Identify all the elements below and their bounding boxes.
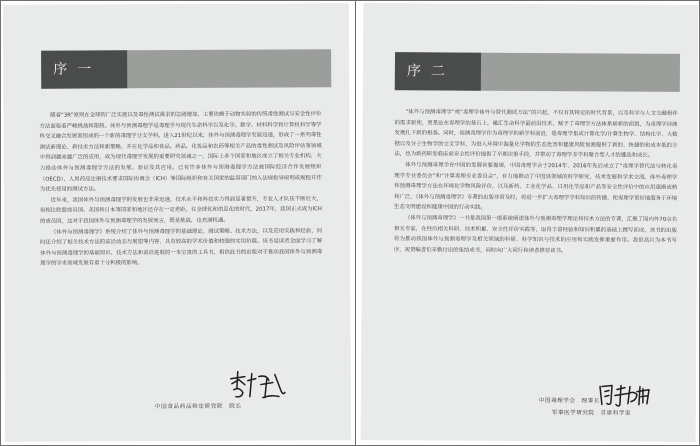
handwritten-signature-two — [597, 382, 655, 408]
preface-one-body — [39, 109, 322, 269]
preface-two-page — [361, 3, 699, 442]
preface-two-signature-line1: 中国毒理学会 理事长 — [538, 398, 600, 405]
paragraph: 近年来，我国体外与预测毒理学的发展也非常迅速，技术水平和科技实力得到显著提升，专业人才队伍不断壮大，但相比欧盟成员国、美国和日本等国家和地区还存在一定差距。在全球化和信息化的时代，2017年，我国正式成为ICH的成员国，这对于我国体外与预测毒理学的发展而言，既是挑战，也充满机遇。 — [39, 195, 322, 225]
paragraph: 《体外与预测毒理学》一书是我国第一部系统阐述体外与预测毒理学理论和技术方法的专著，汇聚了国内外70余名相关专家，在经历相关科研、技术积累、安全性评价实践等，取得丰富经验和知识积累的基础上撰写而成，该书的出版将为推动我国体外与预测毒理学及相关领域的科研、科学知识与技术的应用和实践发挥重要作用。我很高兴为本书写序，祝贺编者们辛勤付出的集结成书，同时向广大同行和读者推荐该书。 — [393, 215, 678, 254]
preface-one-signature: 中国食品药品检定研究院 院长 — [154, 403, 242, 411]
handwritten-signature-one — [227, 368, 287, 400]
preface-two-body — [394, 107, 678, 257]
preface-one-heading: 序一 — [41, 50, 127, 88]
paragraph: “体外与预测毒理学”或“毒理学体外与替代测试方法”的兴起，不仅有其特定的时代背景，以及科学与人文交融相伴的需求驱使，更是站在毒理学的基石上，融汇生命科学最前沿技术，赋予了毒理学方法体系崭新的面貌，为毒理学持续发展扎下新的根基。同时，预测毒理学作为毒理学的新学科前沿，是毒理学集成计算化学/计算生物学、结构化学、大数据以及分子生物学的交叉学科，为进入环境中海量化学物的生态危害和健康风险预测提供了新的、快捷的和成本低的方法，也为新药研发临床前安全性评价提供了早期决策手段，并带动了毒理学多学科聚合型人才的遴选和成长。 — [394, 109, 678, 160]
paragraph: 随着“3R”原则在全球的广泛实施以及毒性测试需求的急剧增加，主要依赖于动物实验的传统毒性测试与安全性评价方法面临着严峻挑战和限制。体外与预测毒理学是毒理学与现代生命科学以及化学、数学、材料科学和计算机科学等学科交叉融合发展而形成的一个新的毒理学分支学科。进入21世纪以来，体外与预测毒理学发展迅速，形成了一系列毒性测试新理论、新技术方法和新策略，并在化学品和食品、药品、化妆品和农药等相关产品的毒性测试及风险评估等领域中得到越来越广泛的应用，成为现代毒理学发展的重要研究领域之一，国际上多个国家和地区成立了相关专业机构，大力推动体外与预测毒理学方法的发展、验证及其应用。已有许多体外与预测毒理学方法被国际经济合作发展组织（OECD）、人用药品注册技术要求国际协调会（ICH）等国际组织和有关国家的监管部门纳入法规指导原则或规程并作为优先使用的测试方法。 — [39, 111, 322, 193]
preface-one-banner — [41, 49, 331, 89]
paragraph: 体外与预测毒理学在中国的发展首要提速，中国毒理学会于2014年、2016年先后成立了“毒理学替代法与转化毒理学专业委员会”和“计算毒理专业委员会”，有力地推动了中国该领域的科学研究，技术发展和学术交流。体外毒理学和预测毒理学方法在环境化学物风险评价，以及新药、工业化学品、日用化学品和产品等安全性评价中的应用逐渐成熟和广泛，《体外与预测毒理学》专著的出版非常及时，将进一步扩大毒理学学科知识的传播，使毒理学更好地服务于环境生态文明建设和健康中国的行动实践。 — [394, 162, 678, 212]
page-divider — [355, 0, 356, 446]
paragraph: 《体外与预测毒理学》系统介绍了体外与预测毒理学的基础理论、测试策略、技术方法，以及应用实践和经验，同时还介绍了相关技术方法的前沿动态与展望等内容，具有较高的学术价值和较强的实用价值。该书是读者全面学习了解体外与预测毒理学的基础知识、技术方法和前沿进展的一本宝贵的工具书，相信此书的出版对于推动我国体外与预测毒理学的学术领域发展有着十分积极的影响。 — [40, 227, 323, 268]
preface-two-heading: 序二 — [395, 52, 481, 91]
preface-two-banner — [395, 52, 680, 92]
preface-one-page — [3, 3, 351, 442]
preface-two-signature-line2: 军事医学研究院 首席科学家 — [551, 410, 632, 417]
